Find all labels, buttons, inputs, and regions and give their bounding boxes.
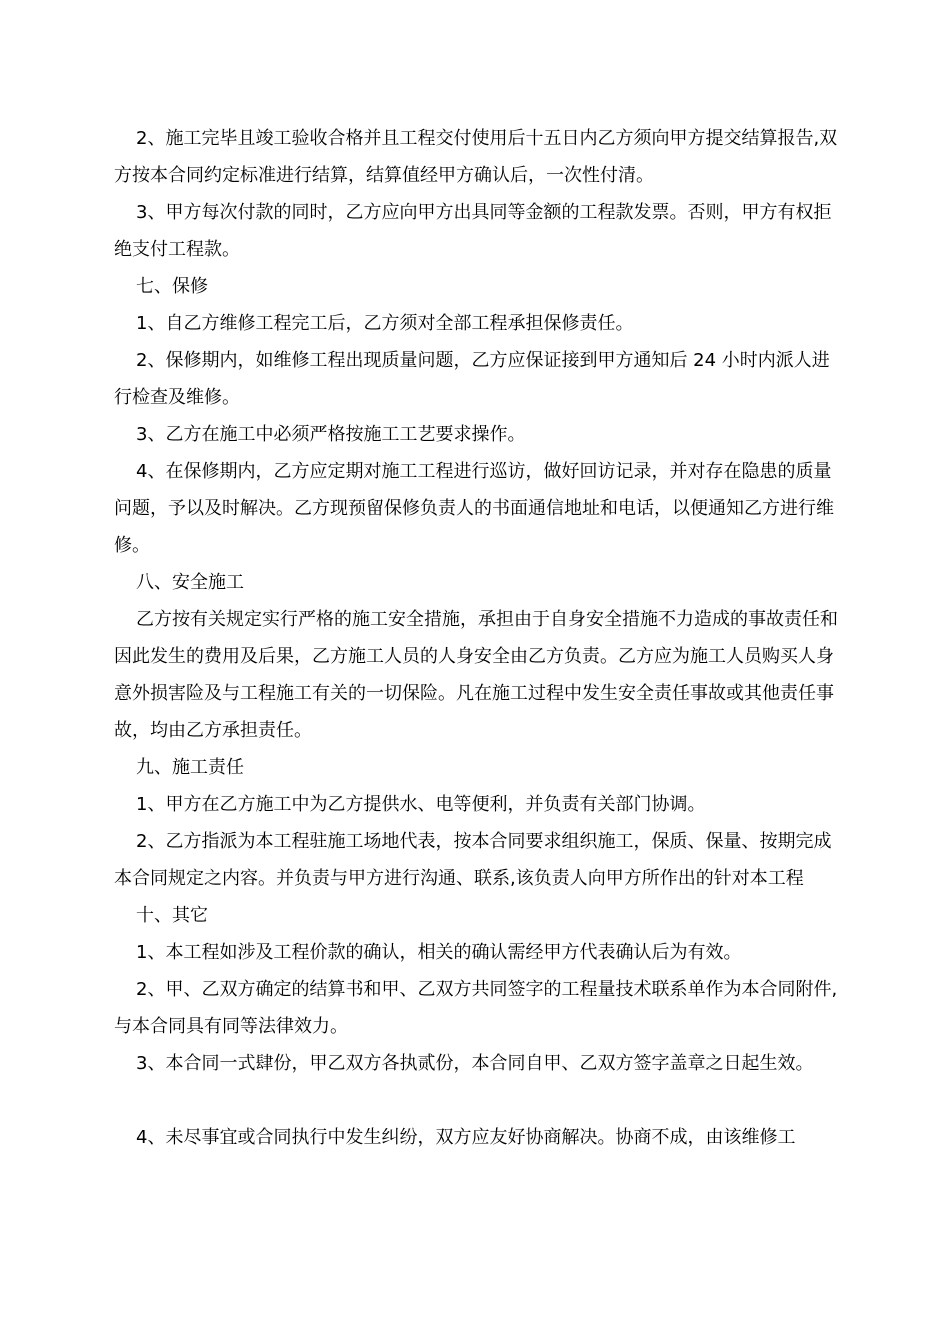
heading-other: 十、其它 bbox=[136, 905, 208, 926]
paragraph-responsibility-2: 2、乙方指派为本工程驻施工场地代表，按本合同要求组织施工，保质、保量、按期完成本合同规定之内容。并负责与甲方进行沟通、联系,该负责人向甲方所作出的针对本工程 bbox=[114, 831, 832, 889]
paragraph-warranty-3: 3、乙方在施工中必须严格按施工工艺要求操作。 bbox=[136, 424, 526, 445]
paragraph-other-1: 1、本工程如涉及工程价款的确认，相关的确认需经甲方代表确认后为有效。 bbox=[136, 942, 742, 963]
paragraph-safety: 乙方按有关规定实行严格的施工安全措施，承担由于自身安全措施不力造成的事故责任和因此发生的费用及后果，乙方施工人员的人身安全由乙方负责。乙方应为施工人员购买人身意外损害险及与工程施工有关的一切保险。凡在施工过程中发生安全责任事故或其他责任事故，均由乙方承担责任。 bbox=[114, 609, 838, 741]
paragraph-warranty-4: 4、在保修期内，乙方应定期对施工工程进行巡访，做好回访记录，并对存在隐患的质量问题，予以及时解决。乙方现预留保修负责人的书面通信地址和电话，以便通知乙方进行维修。 bbox=[114, 461, 834, 556]
paragraph-settlement-report: 2、施工完毕且竣工验收合格并且工程交付使用后十五日内乙方须向甲方提交结算报告,双方按本合同约定标准进行结算，结算值经甲方确认后，一次性付清。 bbox=[114, 128, 838, 186]
heading-safety: 八、安全施工 bbox=[136, 572, 244, 593]
paragraph-other-3: 3、本合同一式肆份，甲乙双方各执贰份，本合同自甲、乙双方签字盖章之日起生效。 bbox=[136, 1053, 814, 1074]
heading-responsibility: 九、施工责任 bbox=[136, 757, 244, 778]
heading-warranty: 七、保修 bbox=[136, 276, 208, 297]
paragraph-warranty-2: 2、保修期内，如维修工程出现质量问题，乙方应保证接到甲方通知后 24 小时内派人进行检查及维修。 bbox=[114, 350, 830, 408]
document-body bbox=[114, 120, 838, 1156]
paragraph-invoice: 3、甲方每次付款的同时，乙方应向甲方出具同等金额的工程款发票。否则，甲方有权拒绝支付工程款。 bbox=[114, 202, 832, 260]
paragraph-warranty-1: 1、自乙方维修工程完工后，乙方须对全部工程承担保修责任。 bbox=[136, 313, 634, 334]
paragraph-other-4: 4、未尽事宜或合同执行中发生纠纷，双方应友好协商解决。协商不成，由该维修工 bbox=[136, 1127, 796, 1148]
paragraph-responsibility-1: 1、甲方在乙方施工中为乙方提供水、电等便利，并负责有关部门协调。 bbox=[136, 794, 706, 815]
paragraph-other-2: 2、甲、乙双方确定的结算书和甲、乙双方共同签字的工程量技术联系单作为本合同附件,与本合同具有同等法律效力。 bbox=[114, 979, 838, 1037]
